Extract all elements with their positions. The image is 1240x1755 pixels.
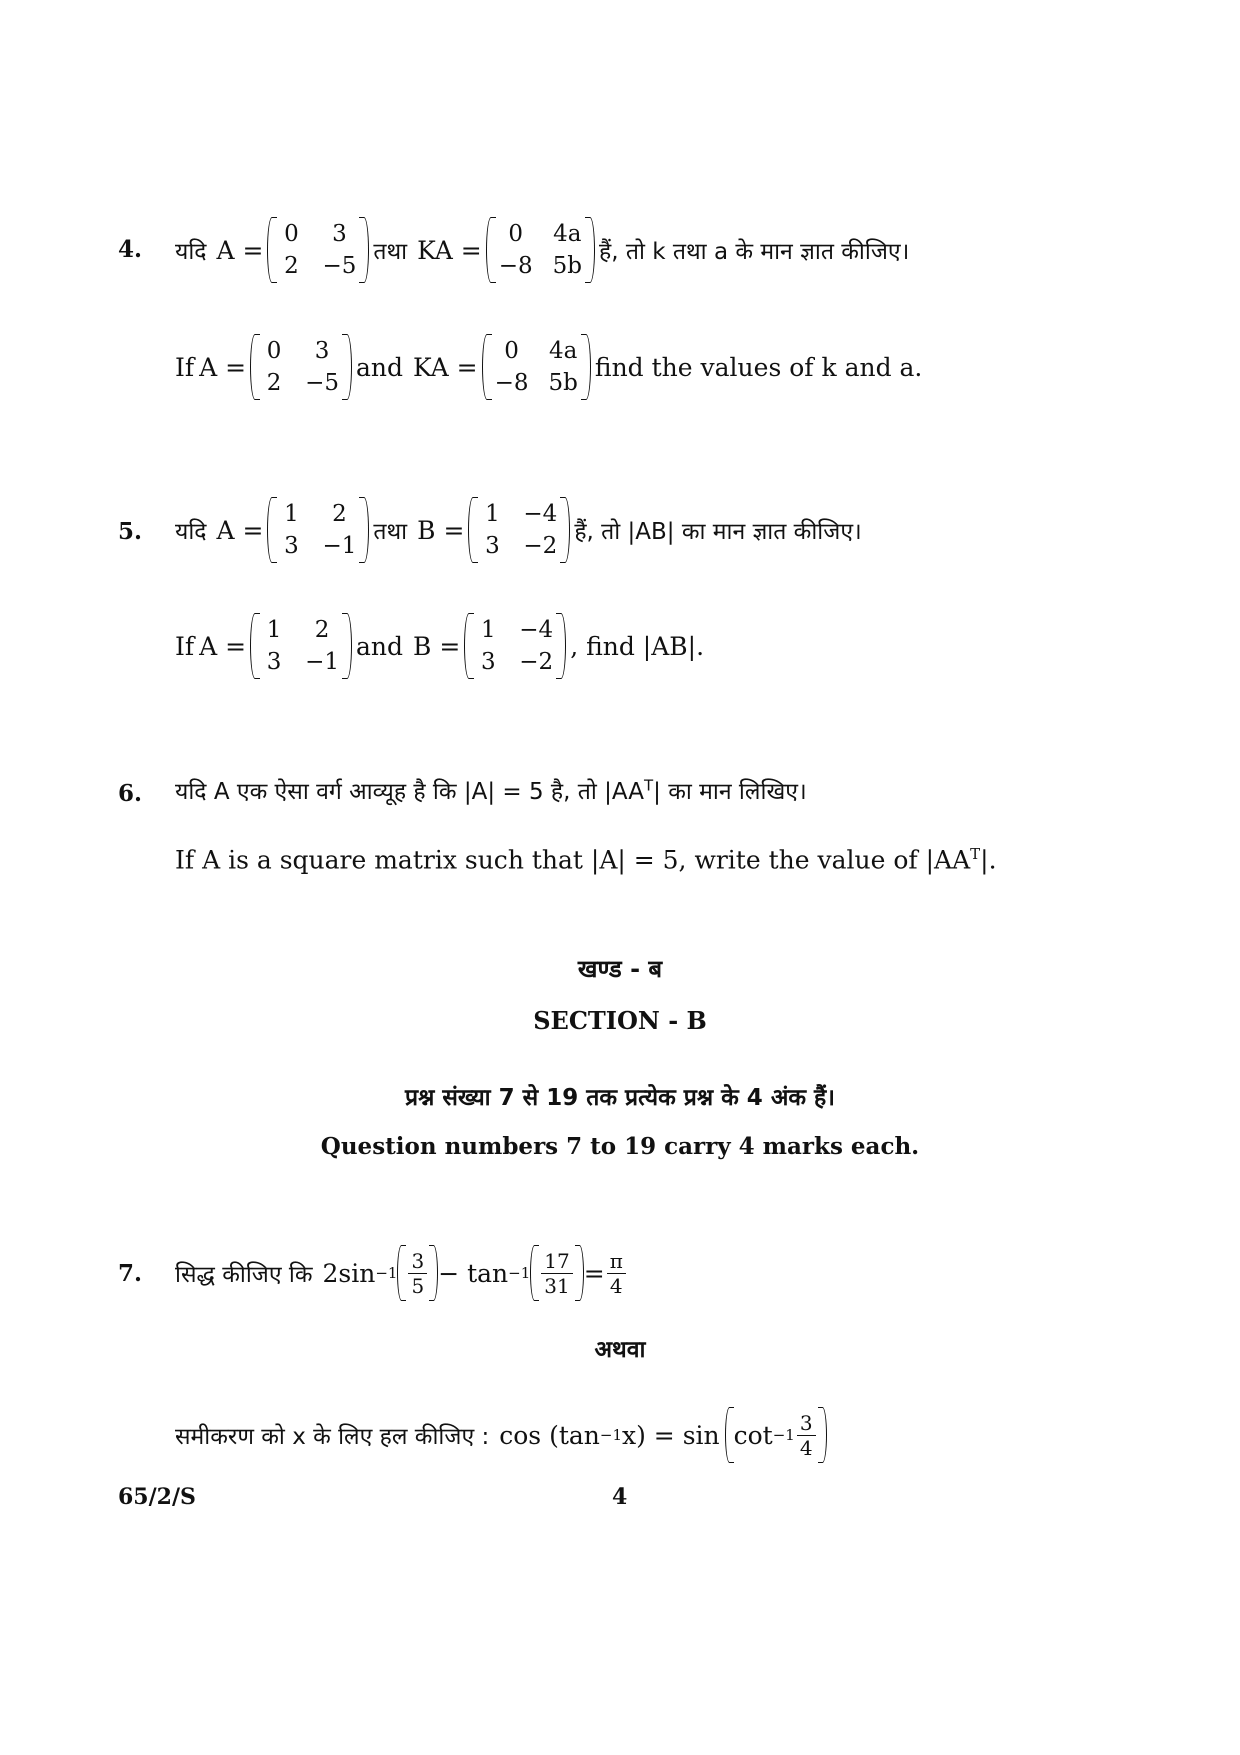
or-label: अथवा — [594, 1337, 646, 1363]
marks-note-hindi: प्रश्न संख्या 7 से 19 तक प्रत्येक प्रश्न के 4 अंक हैं। — [404, 1085, 835, 1111]
matrix-a: 1 2 3 −1 — [267, 497, 369, 563]
matrix-a: 1 2 3 −1 — [250, 613, 352, 679]
q4-en-if: If — [175, 352, 195, 382]
q4-hi-yadi: यदि — [175, 239, 207, 265]
q4-hi-ka-label: KA = — [417, 235, 482, 265]
q6-hindi-line — [175, 770, 807, 810]
q5-en-a-label: A = — [199, 631, 247, 661]
section-title: SECTION - B — [533, 1006, 707, 1035]
question-number: 6. — [118, 780, 143, 807]
matrix-b: 1 −4 3 −2 — [468, 497, 570, 563]
q5-hi-yadi: यदि — [175, 519, 207, 545]
matrix-a: 0 3 2 −5 — [250, 334, 352, 400]
question-number: 4. — [118, 236, 143, 263]
q6-hi-text: यदि A एक ऐसा वर्ग आव्यूह है कि |A| = 5 है, तो $|AA^T|$ का मान लिखिए। — [175, 776, 807, 805]
page-number: 4 — [612, 1484, 628, 1510]
q4-en-ka-label: KA = — [413, 352, 478, 382]
fraction: $\frac{\pi}{4}$ — [607, 1249, 626, 1298]
question-number: 7. — [118, 1260, 143, 1287]
q7-hi-text: सिद्ध कीजिए कि — [175, 1262, 313, 1288]
q5-en-b-label: B = — [413, 631, 461, 661]
matrix-b: 1 −4 3 −2 — [464, 613, 566, 679]
q4-hi-tatha: तथा — [373, 239, 408, 265]
q5-hi-b-label: B = — [417, 515, 465, 545]
q4-en-and: and — [356, 352, 404, 382]
matrix-a: 0 3 2 −5 — [267, 217, 369, 283]
q6-english-line — [175, 840, 997, 880]
q5-hindi-line — [175, 494, 862, 566]
question-number: 5. — [118, 518, 143, 545]
q4-hi-tail: हैं, तो k तथा a के मान ज्ञात कीजिए। — [599, 239, 910, 265]
q5-hi-a-label: A = — [216, 515, 264, 545]
q4-en-tail: find the values of k and a. — [594, 352, 923, 382]
matrix-ka: 0 4a −8 5b — [482, 334, 591, 400]
matrix-ka: 0 4a −8 5b — [486, 217, 595, 283]
section-title-hindi: खण्ड - ब — [577, 955, 663, 983]
paper-code: 65/2/S — [118, 1484, 196, 1510]
q6-en-text: If A is a square matrix such that |A| = 5, write the value of $|AA^T|$. — [175, 845, 997, 875]
q4-english-line — [175, 331, 922, 403]
q5-en-tail: , find |AB|. — [570, 631, 705, 661]
q4-hi-a-label: A = — [216, 235, 264, 265]
q5-en-if: If — [175, 631, 195, 661]
q7-alt-equation: समीकरण को x के लिए हल कीजिए : cos (tan −1 x) = sin cot −1 $\frac{3}{4}$ — [175, 1400, 827, 1470]
q5-hi-tail: हैं, तो |AB| का मान ज्ञात कीजिए। — [574, 519, 862, 545]
marks-note: Question numbers 7 to 19 carry 4 marks each. — [320, 1133, 920, 1160]
q5-hi-tatha: तथा — [373, 519, 408, 545]
q4-hindi-line — [175, 214, 909, 286]
q7-alt-hi-text: समीकरण को x के लिए हल कीजिए : — [175, 1424, 490, 1450]
q5-en-and: and — [356, 631, 404, 661]
fraction: $\frac{3}{4}$ — [797, 1411, 816, 1460]
q5-english-line — [175, 610, 704, 682]
q4-en-a-label: A = — [199, 352, 247, 382]
fraction: $\frac{17}{31}$ — [541, 1249, 572, 1298]
fraction: $\frac{3}{5}$ — [408, 1249, 427, 1298]
q7-equation: सिद्ध कीजिए कि 2sin −1 $\frac{3}{5}$ − tan −1 $\frac{17}{31}$ = $\frac{\pi}{4}$ — [175, 1238, 628, 1308]
